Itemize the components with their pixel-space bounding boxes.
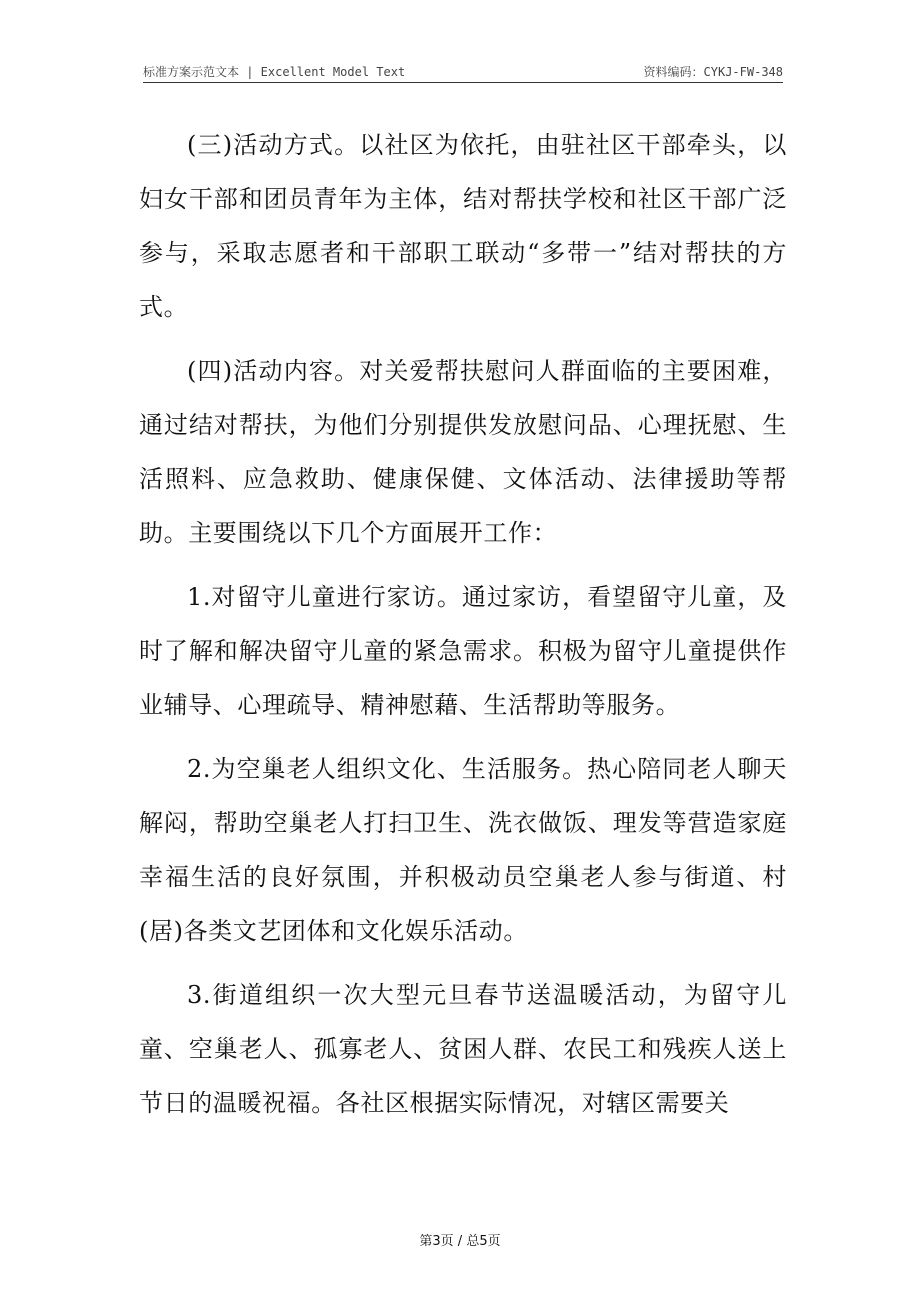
document-code: 资料编码：CYKJ-FW-348 [643, 65, 783, 79]
paragraph-item-1: 1.对留守儿童进行家访。通过家访，看望留守儿童，及时了解和解决留守儿童的紧急需求。积极为留守儿童提供作业辅导、心理疏导、精神慰藉、生活帮助等服务。 [139, 583, 787, 719]
document-body [139, 118, 787, 1130]
paragraph-item-2: 2.为空巢老人组织文化、生活服务。热心陪同老人聊天解闷，帮助空巢老人打扫卫生、洗衣做饭、理发等营造家庭幸福生活的良好氛围，并积极动员空巢老人参与街道、村(居)各类文艺团体和文化娱乐活动。 [139, 755, 787, 945]
page-footer [0, 1230, 920, 1249]
paragraph-activity-method: (三)活动方式。以社区为依托，由驻社区干部牵头，以妇女干部和团员青年为主体，结对帮扶学校和社区干部广泛参与，采取志愿者和干部职工联动“多带一”结对帮扶的方式。 [139, 131, 787, 321]
header-title: 标准方案示范文本 | Excellent Model Text [143, 65, 406, 79]
paragraph-activity-content: (四)活动内容。对关爱帮扶慰问人群面临的主要困难，通过结对帮扶，为他们分别提供发放慰问品、心理抚慰、生活照料、应急救助、健康保健、文体活动、法律援助等帮助。主要围绕以下几个方面展开工作： [139, 357, 787, 547]
page-number: 第3页 / 总5页 [419, 1234, 501, 1249]
page-header [143, 60, 783, 83]
paragraph-item-3: 3.街道组织一次大型元旦春节送温暖活动，为留守儿童、空巢老人、孤寡老人、贫困人群、农民工和残疾人送上节日的温暖祝福。各社区根据实际情况，对辖区需要关 [139, 981, 787, 1117]
